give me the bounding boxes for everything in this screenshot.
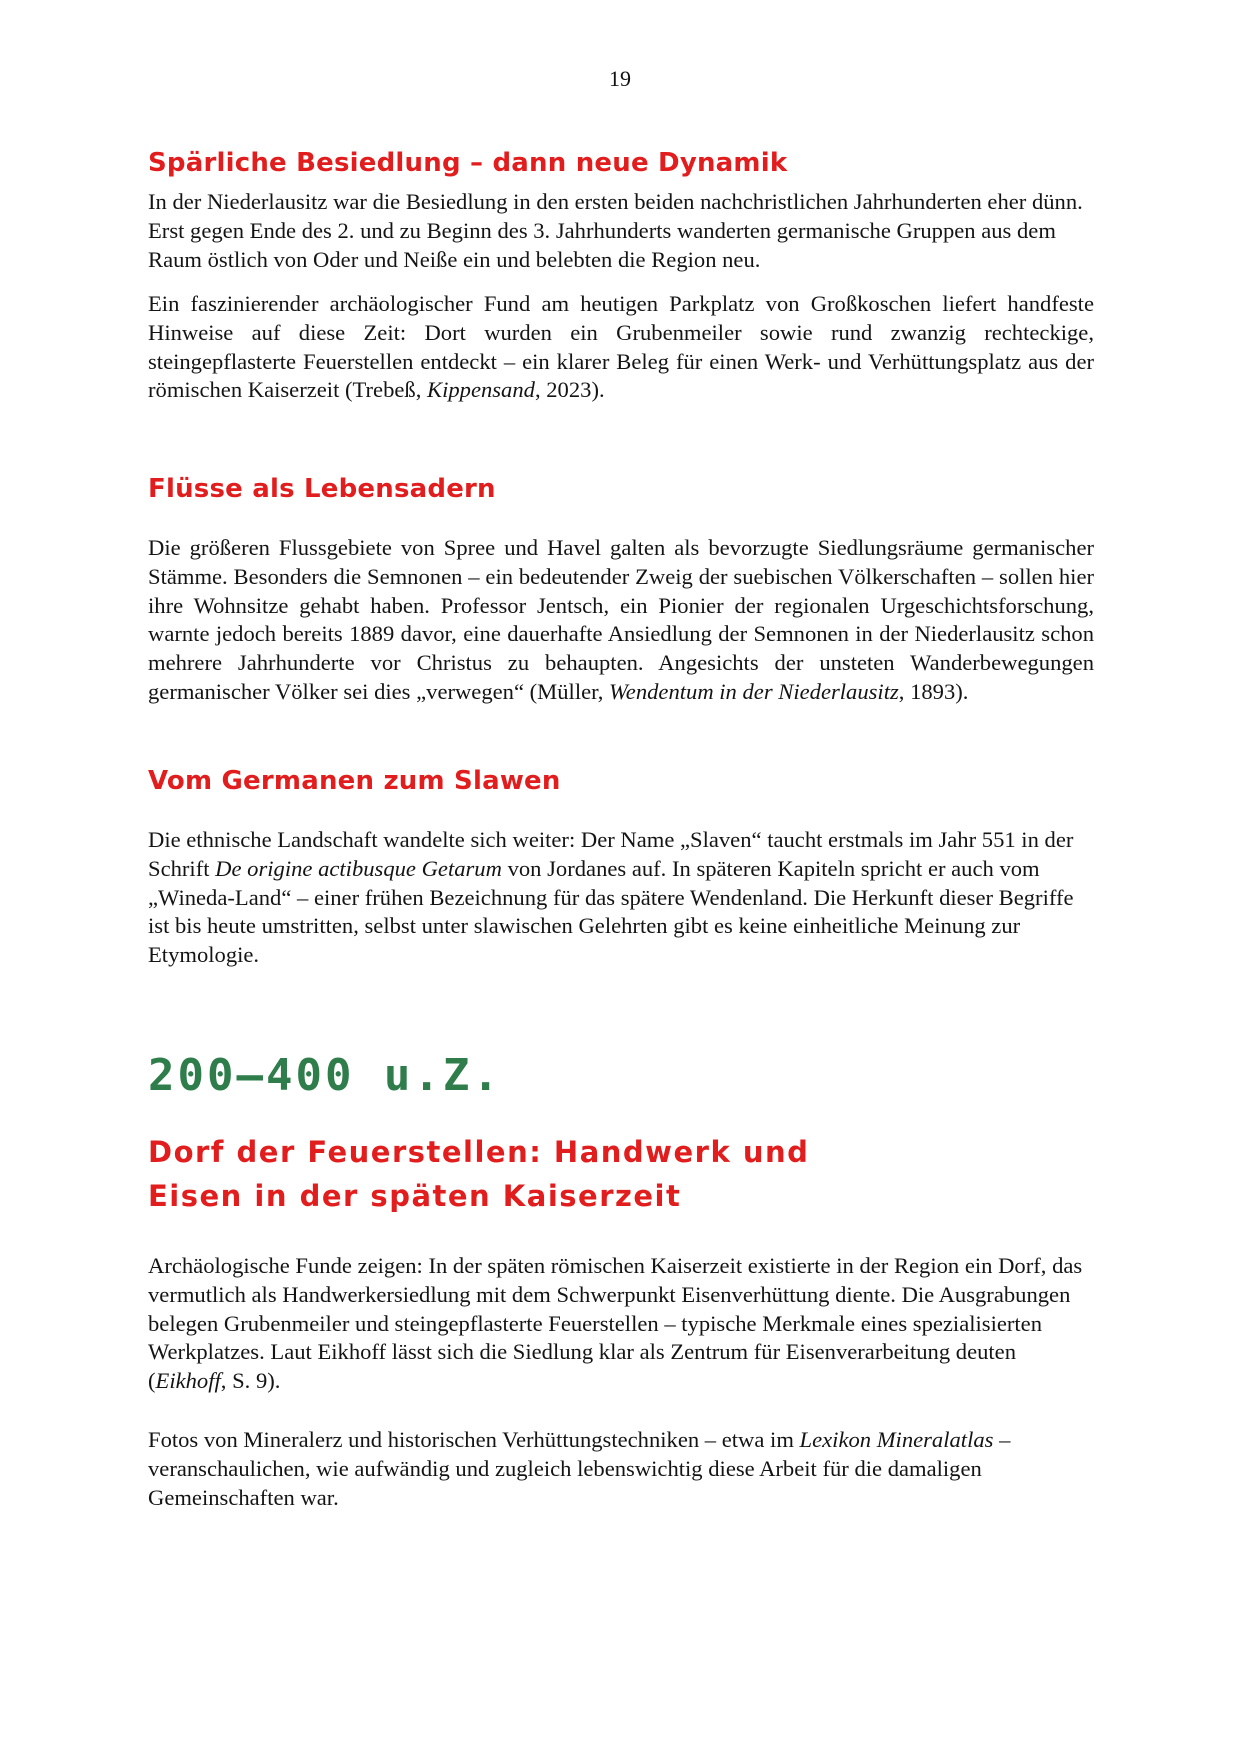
paragraph-settlement-intro: In der Niederlausitz war die Besiedlung in den ersten beiden nachchristlichen Jahrhunderten eher dünn. Erst gegen Ende des 2. und zu Beginn des 3. Jahrhunderts wanderten germanische Gruppen aus dem Raum östlich von Oder und Neiße ein und belebten die Region neu. [148,189,1083,272]
citation-title-de-origine: De origine actibusque Getarum [215,855,502,881]
citation-title-eikhoff: Eikhoff [155,1368,221,1394]
chapter-title [148,1130,1048,1218]
chapter-year-heading: 200–400 u.Z. [148,1050,502,1101]
paragraph-archaeological-finds: Archäologische Funde zeigen: In der späten römischen Kaiserzeit existierte in der Region ein Dorf, das vermutlich als Handwerkersiedlung mit dem Schwerpunkt Eisenverhüttung diente. Die Ausgrabungen belegen Grubenmeiler und steingepflasterte Feuerstellen – typische Merkmale eines spezialisierten Werkplatzes. Laut Eikhoff lässt sich die Siedlung klar als Zentrum für Eisenverarbeitung deuten (Eikhoff, S. 9). [148,1253,1083,1394]
section-heading-rivers: Flüsse als Lebensadern [148,474,496,504]
paragraph-mineral-photos: Fotos von Mineralerz und historischen Verhüttungstechniken – etwa im Lexikon Mineralatlas – veranschaulichen, wie aufwändig und zugleich lebenswichtig diese Arbeit für die damaligen Gemeinschaften war. [148,1427,1011,1510]
paragraph-semnonen: Die größeren Flussgebiete von Spree und Havel galten als bevorzugte Siedlungsräume germanischer Stämme. Besonders die Semnonen – ein bedeutender Zweig der suebischen Völkerschaften – sollen hier ihre Wohnsitze gehabt haben. Professor Jentsch, ein Pionier der regionalen Urgeschichtsforschung, warnte jedoch bereits 1889 davor, eine dauerhafte Ansiedlung der Semnonen in der Niederlausitz schon mehrere Jahrhunderte vor Christus zu behaupten. Angesichts der unsteten Wanderbewegungen germanischer Völker sei dies „verwegen“ (Müller, Wendentum in der Niederlausitz, 1893). [148,535,1094,704]
section-heading-sparse-settlement: Spärliche Besiedlung – dann neue Dynamik [148,148,788,178]
paragraph-slaven-name: Die ethnische Landschaft wandelte sich weiter: Der Name „Slaven“ taucht erstmals im Jahr 551 in der Schrift De origine actibusque Getarum von Jordanes auf. In späteren Kapiteln spricht er auch vom „Wineda-Land“ – einer frühen Bezeichnung für das spätere Wendenland. Die Herkunft dieser Begriffe ist bis heute umstritten, selbst unter slawischen Gelehrten gibt es keine einheitliche Meinung zur Etymologie. [148,827,1074,968]
citation-title-kippensand: Kippensand [427,377,535,403]
citation-title-wendentum: Wendentum in der Niederlausitz [609,678,899,704]
chapter-title-line-2: Eisen in der späten Kaiserzeit [148,1179,682,1213]
paragraph-grosskoschen-find: Ein faszinierender archäologischer Fund am heutigen Parkplatz von Großkoschen liefert handfeste Hinweise auf diese Zeit: Dort wurden ein Grubenmeiler sowie rund zwanzig rechteckige, steingepflasterte Feuerstellen entdeckt – ein klarer Beleg für einen Werk- und Verhüttungsplatz aus der römischen Kaiserzeit (Trebeß, Kippensand, 2023). [148,291,1094,403]
citation-title-mineralatlas: Lexikon Mineralatlas [799,1427,994,1452]
page-number: 19 [609,66,631,91]
section-heading-germans-to-slavs: Vom Germanen zum Slawen [148,766,561,796]
chapter-title-line-1: Dorf der Feuerstellen: Handwerk und [148,1135,810,1169]
